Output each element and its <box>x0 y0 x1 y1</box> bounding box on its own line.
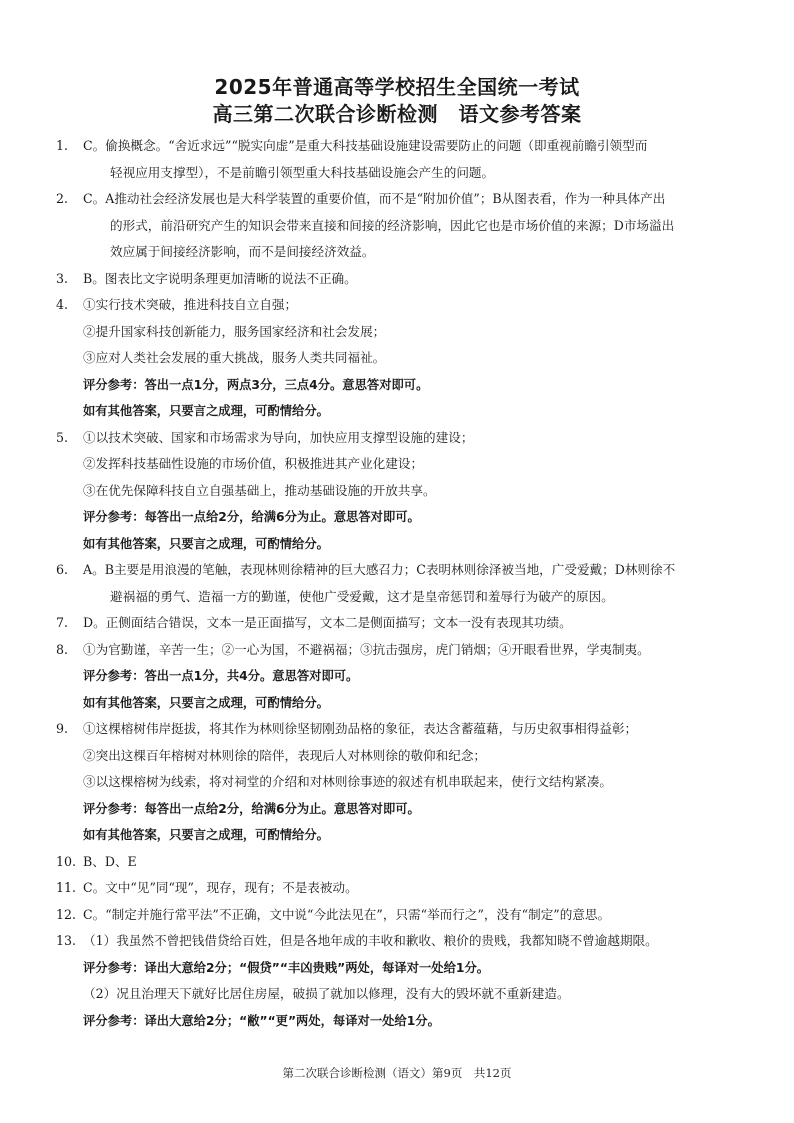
answer-text: D。正侧面结合错误，文本一是正面描写，文本二是侧面描写；文本一没有表现其功绩。 <box>83 615 572 630</box>
other-answer-note <box>56 398 744 425</box>
question-number: 12. <box>56 906 77 922</box>
question-number: 2. <box>56 191 69 206</box>
answer-9-point <box>56 743 744 770</box>
scoring-note <box>56 504 744 531</box>
answer-text: ①以技术突破、国家和市场需求为导向，加快应用支撑型设施的建设； <box>83 429 474 445</box>
answer-1 <box>56 133 744 160</box>
question-number: 11. <box>56 880 77 895</box>
answer-text: ③以这棵榕树为线索，将对祠堂的介绍和对林则徐事迹的叙述有机串联起来，使行文结构紧凑。 <box>83 774 612 789</box>
scoring-text: 评分参考：每答出一点给2分，给满6分为止。意思答对即可。 <box>83 510 420 524</box>
exam-title: 2025年普通高等学校招生全国统一考试 <box>214 75 580 99</box>
question-number: 1. <box>56 138 69 153</box>
scoring-note <box>56 1008 744 1035</box>
answer-text: ③在优先保障科技自立自强基础上，推动基础设施的开放共享。 <box>83 482 436 498</box>
answer-text: ③应对人类社会发展的重大挑战，服务人类共同福祉。 <box>83 350 386 365</box>
answer-5 <box>56 425 744 452</box>
other-answer-text: 如有其他答案，只要言之成理，可酌情给分。 <box>83 536 329 551</box>
other-answer-text: 如有其他答案，只要言之成理，可酌情给分。 <box>83 828 329 842</box>
question-number: 13. <box>56 933 77 948</box>
answer-text: B。图表比文字说明条理更加清晰的说法不正确。 <box>83 270 357 286</box>
answer-text: 轻视应用支撑型），不是前瞻引领型重大科技基础设施会产生的问题。 <box>110 164 495 180</box>
answer-text: 避祸福的勇气、造福一方的勤谨，使他广受爱戴，这才是皇帝惩罚和羞辱行为破产的原因。 <box>110 588 614 604</box>
answer-text: C。A推动社会经济发展也是大科学装置的重要价值，而不是“附加价值”；B从图表看，作为一种具体产出 <box>83 191 666 206</box>
answer-text: B、D、E <box>83 853 137 869</box>
answer-6-cont <box>56 584 744 611</box>
answer-text: A。B主要是用浪漫的笔触，表现林则徐精神的巨大感召力；C表明林则徐泽被当地，广受爱戴；D林则徐不 <box>83 562 676 577</box>
answer-key-title: 高三第二次联合诊断检测 语文参考答案 <box>212 102 582 126</box>
answer-text: 效应属于间接经济影响，而不是间接经济效益。 <box>110 244 375 259</box>
question-number: 6. <box>56 562 69 577</box>
scoring-note <box>56 955 744 982</box>
other-answer-text: 如有其他答案，只要言之成理，可酌情给分。 <box>83 404 329 418</box>
answer-4 <box>56 292 744 319</box>
answer-text: ②突出这棵百年榕树对林则徐的陪伴，表现后人对林则徐的敬仰和纪念； <box>83 747 486 763</box>
answer-text: 的形式，前沿研究产生的知识会带来直接和间接的经济影响，因此它也是市场价值的来源；D市场溢出 <box>110 217 675 233</box>
question-number: 4. <box>56 297 69 312</box>
scoring-note <box>56 372 744 399</box>
answer-11 <box>56 875 744 902</box>
answer-text: ②发挥科技基础性设施的市场价值，积极推进其产业化建设； <box>83 456 424 471</box>
other-answer-note <box>56 822 744 849</box>
question-number: 8. <box>56 641 69 657</box>
other-answer-note <box>56 690 744 717</box>
question-number: 3. <box>56 270 69 286</box>
answer-8 <box>56 637 744 664</box>
answer-list <box>56 133 744 1034</box>
scoring-note <box>56 796 744 823</box>
other-answer-note <box>56 531 744 558</box>
scoring-note <box>56 663 744 690</box>
answer-text: C。偷换概念。“舍近求远”“脱实向虚”是重大科技基础设施建设需要防止的问题（即重视前瞻引领型而 <box>83 138 648 153</box>
question-number: 5. <box>56 429 69 445</box>
scoring-text: 评分参考：译出大意给2分；“敝”“更”两处，每译对一处给1分。 <box>83 1013 440 1028</box>
answer-10 <box>56 849 744 876</box>
answer-text: ①实行技术突破，推进科技自立自强； <box>83 297 298 312</box>
answer-4-point <box>56 319 744 346</box>
answer-2-cont <box>56 213 744 240</box>
scoring-text: 评分参考：答出一点1分，共4分。意思答对即可。 <box>83 669 359 683</box>
answer-5-point <box>56 478 744 505</box>
other-answer-text: 如有其他答案，只要言之成理，可酌情给分。 <box>83 695 329 710</box>
answer-12 <box>56 902 744 929</box>
scoring-text: 评分参考：答出一点1分，两点3分，三点4分。意思答对即可。 <box>83 377 429 392</box>
answer-text: ①这棵榕树伟岸挺拔，将其作为林则徐坚韧刚劲品格的象征，表达含蓄蕴藉，与历史叙事相得益彰； <box>83 721 638 736</box>
answer-2-cont <box>56 239 744 266</box>
answer-4-point <box>56 345 744 372</box>
scoring-text: 评分参考：译出大意给2分；“假贷”“丰凶贵贱”两处，每译对一处给1分。 <box>83 960 490 975</box>
answer-text: ②提升国家科技创新能力，服务国家经济和社会发展； <box>83 323 386 339</box>
answer-7 <box>56 610 744 637</box>
answer-9-point <box>56 769 744 796</box>
answer-text: （1）我虽然不曾把钱借贷给百姓，但是各地年成的丰收和歉收、粮价的贵贱，我都知晓不曾逾越期限。 <box>83 933 658 948</box>
answer-13-part2 <box>56 981 744 1008</box>
page-footer: 第二次联合诊断检测（语文）第9页 共12页 <box>282 1066 512 1080</box>
answer-5-point <box>56 451 744 478</box>
scoring-text: 评分参考：每答出一点给2分，给满6分为止。意思答对即可。 <box>83 801 420 816</box>
answer-text: ①为官勤谨，辛苦一生；②一心为国，不避祸福；③抗击强房，虎门销烟；④开眼看世界，学夷制夷。 <box>83 641 650 657</box>
answer-1-cont <box>56 160 744 187</box>
title-block <box>0 74 794 128</box>
answer-3 <box>56 266 744 293</box>
answer-13 <box>56 928 744 955</box>
question-number: 10. <box>56 853 77 869</box>
question-number: 9. <box>56 721 69 736</box>
answer-text: C。文中“见”同“现”，现存，现有；不是表被动。 <box>83 880 358 895</box>
answer-text: （2）况且治理天下就好比居住房屋，破损了就加以修理，没有大的毁坏就不重新建造。 <box>83 986 570 1001</box>
answer-6 <box>56 557 744 584</box>
answer-9 <box>56 716 744 743</box>
answer-2 <box>56 186 744 213</box>
answer-text: C。“制定并施行常平法”不正确，文中说“今此法见在”，只需“举而行之”，没有“制定”的意思。 <box>83 906 611 922</box>
question-number: 7. <box>56 615 69 630</box>
